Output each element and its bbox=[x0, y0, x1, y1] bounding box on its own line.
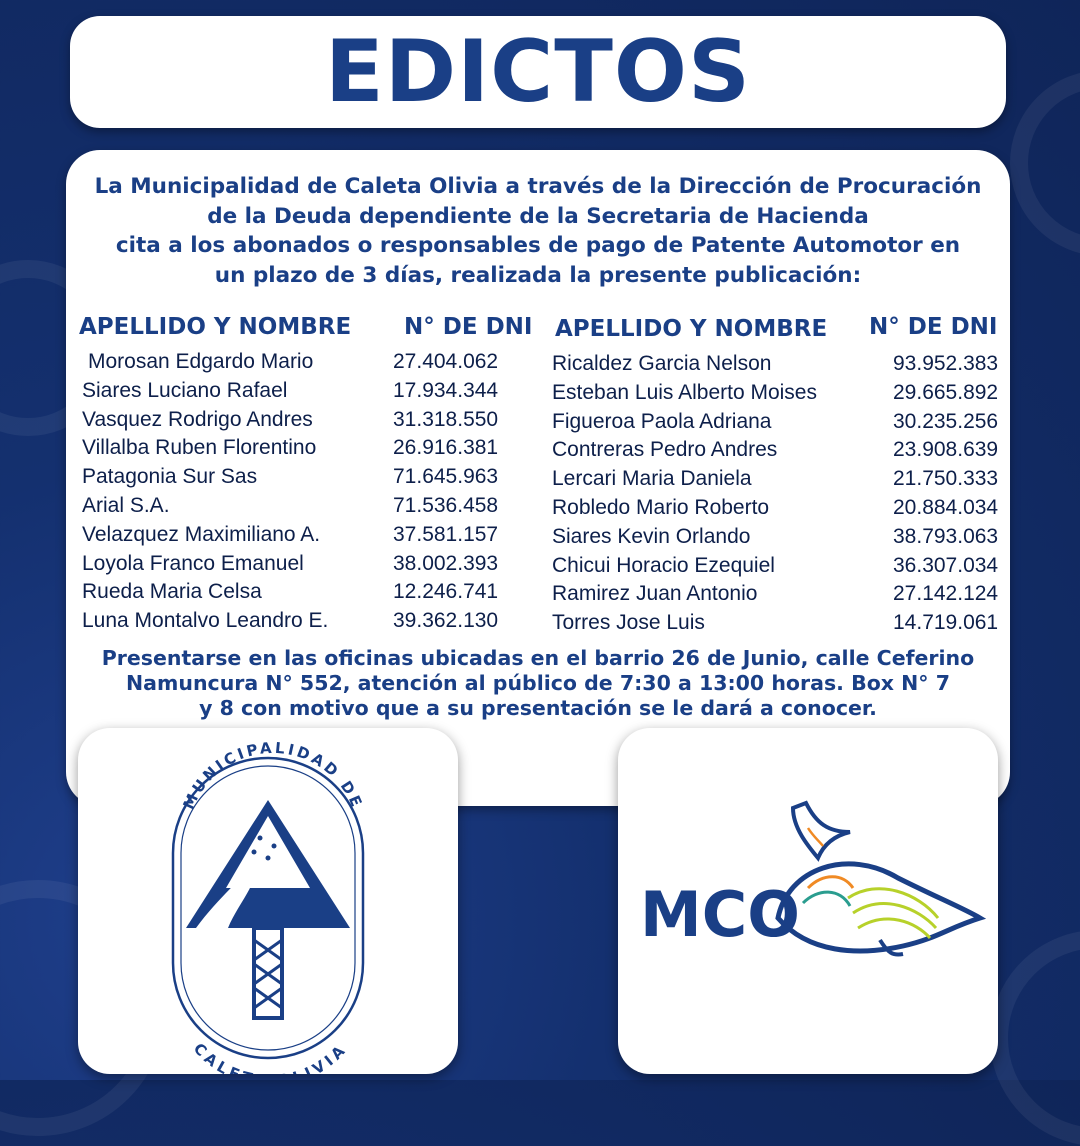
footer-text bbox=[66, 646, 1010, 721]
list-item bbox=[552, 352, 1002, 381]
list-item bbox=[82, 465, 502, 494]
person-name: Villalba Ruben Florentino bbox=[82, 436, 317, 460]
person-name: Loyola Franco Emanuel bbox=[82, 551, 304, 575]
dni-number: 17.934.344 bbox=[393, 378, 499, 402]
list-item bbox=[82, 580, 502, 609]
footer-line: y 8 con motivo que a su presentación se le dará a conocer. bbox=[199, 696, 877, 720]
whale-logo-icon bbox=[618, 728, 998, 1074]
crest-text-bottom: CAL IVIA bbox=[189, 1039, 352, 1074]
page-title: EDICTOS bbox=[325, 22, 751, 122]
footer-line: Namuncura N° 552, atención al público de 7:30 a 13:00 horas. Box N° 7 bbox=[126, 671, 950, 695]
dni-number: 37.581.157 bbox=[393, 522, 499, 546]
list-item bbox=[82, 408, 502, 437]
person-name: Vasquez Rodrigo Andres bbox=[82, 407, 313, 431]
dni-number: 39.362.130 bbox=[393, 609, 499, 633]
person-name: Lercari Maria Daniela bbox=[552, 467, 752, 491]
list-item bbox=[552, 467, 1002, 496]
right-name-header: APELLIDO Y NOMBRE bbox=[555, 316, 828, 342]
dni-number: 30.235.256 bbox=[893, 409, 999, 433]
intro-line: un plazo de 3 días, realizada la presente publicación: bbox=[214, 262, 862, 288]
list-item bbox=[552, 554, 1002, 583]
list-item bbox=[82, 609, 502, 638]
person-name: Robledo Mario Roberto bbox=[552, 495, 770, 519]
intro-line: La Municipalidad de Caleta Olivia a través de la Dirección de Procuración bbox=[94, 174, 982, 199]
list-item bbox=[552, 525, 1002, 554]
dni-number: 23.908.639 bbox=[893, 438, 999, 462]
crest-text-top: MUNICIPALIDAD DE bbox=[179, 738, 367, 813]
right-dni-header: N° DE DNI bbox=[869, 314, 998, 340]
dni-number: 36.307.034 bbox=[893, 553, 999, 577]
background-swirl bbox=[1010, 70, 1080, 256]
right-list bbox=[552, 352, 1002, 640]
dni-number: 21.750.333 bbox=[893, 467, 999, 491]
left-name-header: APELLIDO Y NOMBRE bbox=[79, 314, 352, 340]
title-banner bbox=[70, 16, 1006, 128]
list-item bbox=[82, 494, 502, 523]
intro-text bbox=[66, 172, 1010, 290]
mco-wordmark: MCO bbox=[640, 878, 800, 951]
person-name: Arial S.A. bbox=[82, 493, 170, 517]
person-name: Luna Montalvo Leandro E. bbox=[82, 609, 329, 633]
person-name: Esteban Luis Alberto Moises bbox=[552, 380, 817, 404]
mco-logo-card bbox=[618, 728, 998, 1074]
list-item bbox=[82, 379, 502, 408]
dni-number: 20.884.034 bbox=[893, 495, 999, 519]
intro-line: de la Deuda dependiente de la Secretaria de Hacienda bbox=[207, 203, 869, 229]
dni-number: 26.916.381 bbox=[393, 436, 499, 460]
person-name: Siares Kevin Orlando bbox=[552, 524, 751, 548]
list-item bbox=[552, 438, 1002, 467]
list-item bbox=[552, 381, 1002, 410]
list-item bbox=[552, 582, 1002, 611]
municipal-crest-icon bbox=[78, 728, 458, 1074]
notice-panel bbox=[66, 150, 1010, 806]
dni-number: 38.793.063 bbox=[893, 524, 999, 548]
person-name: Figueroa Paola Adriana bbox=[552, 409, 772, 433]
person-name: Rueda Maria Celsa bbox=[82, 580, 262, 604]
dni-number: 71.536.458 bbox=[393, 493, 499, 517]
left-list bbox=[82, 350, 502, 638]
list-item bbox=[82, 350, 502, 379]
left-dni-header: N° DE DNI bbox=[404, 314, 533, 340]
dni-number: 71.645.963 bbox=[393, 465, 499, 489]
footer-line: Presentarse en las oficinas ubicadas en el barrio 26 de Junio, calle Ceferino bbox=[101, 646, 975, 670]
dni-number: 14.719.061 bbox=[893, 611, 999, 635]
list-item bbox=[552, 611, 1002, 640]
list-item bbox=[82, 436, 502, 465]
person-name: Morosan Edgardo Mario bbox=[88, 350, 314, 373]
list-item bbox=[552, 410, 1002, 439]
list-item bbox=[82, 523, 502, 552]
person-name: Siares Luciano Rafael bbox=[82, 378, 288, 402]
dni-number: 29.665.892 bbox=[893, 380, 999, 404]
intro-line: cita a los abonados o responsables de pago de Patente Automotor en bbox=[115, 233, 961, 258]
dni-number: 31.318.550 bbox=[393, 407, 499, 431]
dni-number: 27.404.062 bbox=[393, 350, 499, 373]
person-name: Contreras Pedro Andres bbox=[552, 438, 778, 462]
municipal-logo-card bbox=[78, 728, 458, 1074]
dni-number: 38.002.393 bbox=[393, 551, 499, 575]
list-item bbox=[552, 496, 1002, 525]
person-name: Patagonia Sur Sas bbox=[82, 465, 258, 489]
person-name: Ramirez Juan Antonio bbox=[552, 582, 758, 606]
person-name: Torres Jose Luis bbox=[552, 611, 705, 635]
person-name: Chicui Horacio Ezequiel bbox=[552, 553, 775, 577]
dni-number: 93.952.383 bbox=[893, 352, 999, 375]
dni-number: 12.246.741 bbox=[393, 580, 499, 604]
list-item bbox=[82, 552, 502, 581]
dni-number: 27.142.124 bbox=[893, 582, 999, 606]
person-name: Ricaldez Garcia Nelson bbox=[552, 352, 772, 375]
background-swirl bbox=[990, 930, 1080, 1146]
person-name: Velazquez Maximiliano A. bbox=[82, 522, 321, 546]
